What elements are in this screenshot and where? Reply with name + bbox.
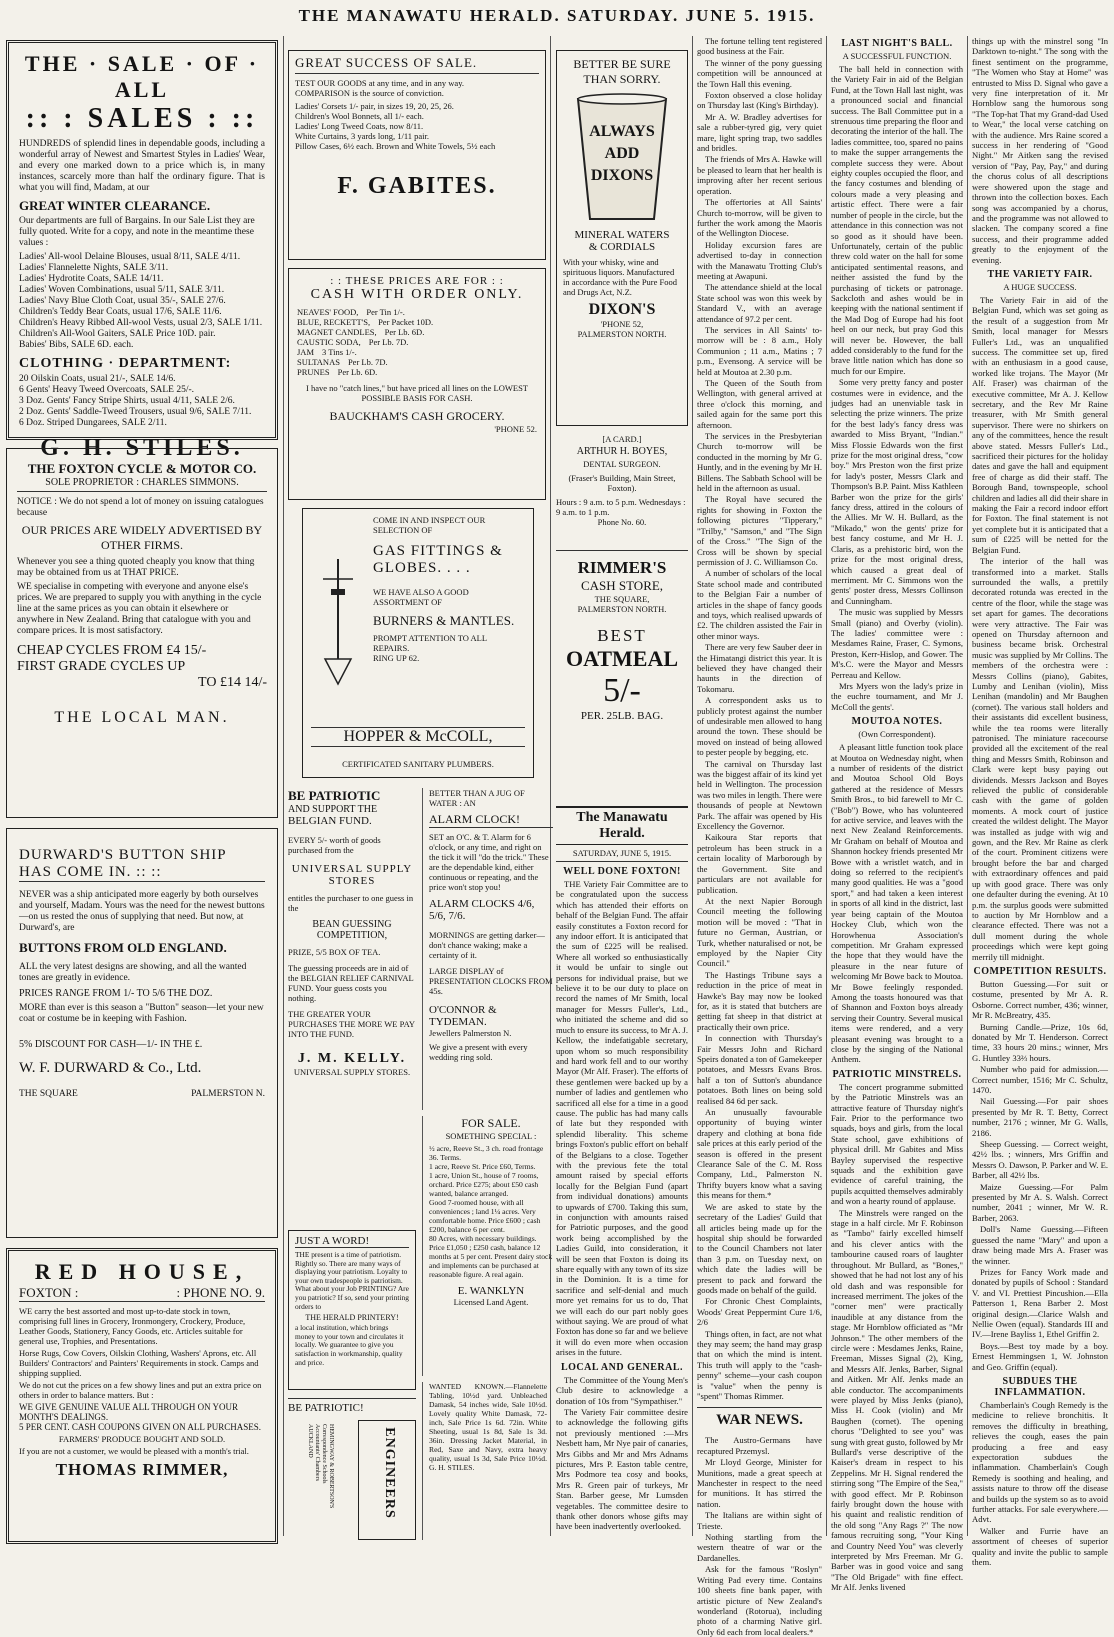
- inflam-paragraph: Chamberlain's Cough Remedy is the medicine to relieve bronchitis. It removes the difficulty in breathing, relieves the cough, eases the pain producing a free and easy expectoration subdues the inflammation. Chamberlain's Cough Remedy is soothing and healing, and assists nature to throw off the disease and builds up the system so as to avoid further attacks. For sale everywhere.—Advt.: [972, 1399, 1108, 1525]
- rimmer-place-1: THE SQUARE,: [594, 594, 650, 604]
- dixon-line-2: THAN SORRY.: [583, 72, 661, 86]
- news-paragraph: In connection with Thursday's Fair Messrs John and Richard Speirs donated a ton of Gamekeeper potatoes, and Messrs Evans Bros. half a ton of Sutton's abundance potatoes. Both lines on being sold realised 84 6d per sack.: [697, 1033, 822, 1106]
- paper-title: The Manawatu Herald.: [556, 806, 688, 845]
- alarm-line-1: BETTER THAN A JUG OF WATER : AN: [429, 788, 525, 808]
- bauckham-item: [297, 327, 537, 337]
- ball-paragraph: The music was supplied by Messrs Small (piano) and Overby (violin). The ladies' committee were : Mesdames Raine, Fraser, C. Symons, Preston, Kerr-Hislop, and Gower. The M's.C. were the Mayor and Messrs Perreau and Kellow.: [831, 607, 963, 680]
- editorial-heading: WELL DONE FOXTON!: [563, 866, 681, 877]
- stiles-intro: HUNDREDS of splendid lines in dependable goods, including a wonderful array of Newest and Smartest Styles in Ladies' Wear, and every one marked down to a price which is, in many instances, scarcely more than half the ordinary figure. That is what you will find, Madam, at our: [19, 139, 265, 193]
- comp-paragraph: Boys.—Best toy made by a boy. Ernest Hemmingsen 1, W. Johnston and Geo. Griffin (equal).: [972, 1340, 1108, 1372]
- boyes-card: [556, 434, 688, 551]
- hopper-line-1: COME IN AND INSPECT OUR: [373, 515, 486, 525]
- bauckham-item-price: 3 Tins 1/-.: [322, 347, 357, 357]
- durward-range: PRICES RANGE FROM 1/- TO 5/6 THE DOZ.: [19, 988, 213, 999]
- bauckham-line-1: : : THESE PRICES ARE FOR : :: [330, 275, 504, 287]
- kelly-universal: UNIVERSAL SUPPLY STORES: [291, 863, 413, 887]
- sale-item: 80 Acres, with necessary buildings. Price £1,050 ; £250 cash, balance 12 months at 5 per cent. Present dairy stock and implements can be purchased at reasonable figure. A real again.: [429, 1234, 553, 1279]
- ball-paragraph: The ball held in connection with the Variety Fair in aid of the Belgian Fund, at the Town Hall last night, was a pronounced social and financial success. The Ball Committee put in a strenuous time preparing the floor and decorating the interior of the hall. The ladies committee, too, spared no pains to make the supper arrangements the complete success they were. About eighty couples occupied the floor, and the fancy costumes and blending of colours made a very pleasing and artistic effect. There were a fair number of people in the circle, but the attendance in this connection was not so good as it should have been. Unfortunately, certain of the public threw cold water on the hall for some anticipated sentimental reasons, and neither assisted the fund by the purchasing of tickets or patronage. Sackcloth and ashes would be in keeping with the national sentiment if the Mad Dog of Europe had his foot heel on our neck, but pray God this will never be. However, the ball added considerably to the fund for the brave little nation which has done so much for our Empire.: [831, 64, 963, 376]
- boyes-hours: Hours : 9 a.m. to 5 p.m. Wednesdays : 9 a.m. to 1 p.m.: [556, 497, 686, 517]
- stiles-item: Ladies' Woven Combinations, usual 5/11, SALE 3/11.: [19, 285, 225, 295]
- moutoa-body: [831, 742, 963, 1065]
- alarm-clock-advert: [422, 788, 553, 1110]
- news-paragraph: An unusually favourable opportunity of buying winter drapery and clothing at bona fide sale prices at this early period of the season is offered in the present Clearance Sale of the C. M. Ross Company, Ltd., Palmerston N. Thrifty buyers know what a saving this means for them.*: [697, 1107, 822, 1201]
- bauckham-item-name: JAM: [297, 347, 315, 357]
- news-paragraph: For Chronic Chest Complaints, Woods' Great Peppermint Cure 1/6, 2/6: [697, 1296, 822, 1328]
- red-house-foxton: FOXTON :: [19, 1285, 79, 1300]
- sale-item: ½ acre, Reeve St., 3 ch. road frontage 36. Terms.: [429, 1144, 544, 1162]
- news-paragraph: Mr A. W. Bradley advertises for sale a rubber-tyred gig, very quiet mare, light spring trap, two saddles and bridles.: [697, 111, 822, 154]
- cycle-cheap: CHEAP CYCLES FROM £4 15/-: [17, 643, 207, 658]
- ball-paragraph: Mrs Myers won the lady's prize in the euchre tournament, and Mr J. McColl the gents'.: [831, 680, 963, 712]
- kelly-bean: BEAN GUESSING COMPETITION,: [312, 919, 392, 941]
- news-paragraph: The fortune telling tent registered good business at the Fair.: [697, 36, 822, 57]
- comp-paragraph: Sheep Guessing. — Correct weight, 42½ lbs. ; winners, Mrs Griffin and Messrs O. Dawson, P. Parker and W. E. Barber, all 42½ lbs.: [972, 1139, 1108, 1181]
- boyes-phone: Phone No. 60.: [597, 517, 647, 527]
- hopper-subtitle: CERTIFICATED SANITARY PLUMBERS.: [342, 759, 494, 769]
- dixon-phone: 'PHONE 52,: [600, 319, 644, 329]
- war-paragraph: Nothing startling from the western theatre of war or the Dardanelles.: [697, 1532, 822, 1563]
- bauckham-line-2: CASH WITH ORDER ONLY.: [310, 287, 524, 302]
- sale-subtitle: SOMETHING SPECIAL :: [445, 1131, 537, 1141]
- red-house-farmers: FARMERS' PRODUCE BOUGHT AND SOLD.: [58, 1434, 226, 1444]
- cycle-widely: OUR PRICES ARE WIDELY ADVERTISED BY OTHER FIRMS.: [21, 523, 263, 552]
- dixon-place: PALMERSTON NORTH.: [577, 329, 667, 339]
- just-a-word-body: THE present is a time of patriotism. Rightly so. There are many ways of displaying your patriotism. Loyalty to your own tradespeople is patriotism. What about your Job PRINTING? Are you patriotic? If so, send your printing orders to: [295, 1250, 409, 1311]
- just-a-word-herald: THE HERALD PRINTERY!: [305, 1313, 399, 1323]
- bauckham-item-name: MAGNET CANDLES,: [297, 327, 377, 337]
- gas-lamp-icon: [313, 559, 363, 689]
- news-paragraph: The services in All Saints' to-morrow will be : 8 a.m., Holy Communion ; 11 a.m., Matins ; 7 p.m., Evensong. A service will be held at Moutoa at 2.30 p.m.: [697, 324, 822, 377]
- glass-word: ALWAYS: [589, 123, 655, 140]
- bauckham-item-name: BLUE, RECKETT'S,: [297, 317, 371, 327]
- comp-paragraph: Number who paid for admission.—Correct number, 1516; Mr C. Schultz, 1470.: [972, 1064, 1108, 1095]
- bauckham-item-price: Per Tin 1/-.: [366, 307, 405, 317]
- rimmer-title: RIMMER'S: [577, 558, 667, 577]
- competition-heading: COMPETITION RESULTS.: [973, 965, 1107, 977]
- gabites-item: White Curtains, 3 yards long, 1/11 pair.: [295, 131, 430, 141]
- moutoa-paragraph: A pleasant little function took place at Moutoa on Wednesday night, when a number of residents of the district and Moutoa School Old Boys gathered at the residence of Messrs Smith Bros., to bid farewell to Mr C. ("Bob") Bowe, who has volunteered for active service, and leaves with the next New Zealand Reinforcements. Mr Graham on behalf of Moutoa and Shannon hockey friends presented Mr Bowe with a wristlet watch, and in doing so referred to the recipient's many good qualities. He was a "good sport," and had taken a keen interest in sports of all kind in the district, last year being captain of the Moutoa Hockey Club, which won the Horowhenua Association's competition. Mr Graham expressed the hope that they would have the pleasure in the near future of welcoming Mr Bowe back to Moutoa. Mr Bowe feelingly responded. Among the toasts honoured was that of Shannon and Foxton boys already serving their Country. Several musical items were rendered, and a very pleasant evening was brought to a close by the singing of the National Anthem.: [831, 742, 963, 1065]
- boyes-card-label: [A CARD.]: [602, 434, 642, 444]
- durward-body-3: MORE than ever is this season a "Button" season—let your new coat or costume be in keeping with Fashion.: [19, 1003, 264, 1024]
- rimmer-best: BEST: [597, 626, 647, 645]
- continued-paragraph: things up with the minstrel song "In Darktown to-night." The song with the finest sentiment on the programme, "The Women who Stay at Home" was entrusted to Miss D. Signal who gave a very fine interpretation of it. Mr Hornblow sang the humorous song "The Top-hat That my Grand-dad Used to Wear," the local verse catching on with the audience. Mrs Raine scored a success in her rendering of "Good Night." Mr Aitken sang the revised version of "Pay, Pay, Pay," and during the chorus colus of all descriptions were showered upon the stage and thrown into the collection boxes. Each song was accompanied by a chorus, and the programme was not allowed to slacken. The company scored a fine success, and their programme added greatly to the enjoyment of the evening.: [972, 36, 1108, 265]
- news-paragraph: Kaikoura Star reports that petroleum has been struck in a certain locality of Marborough by the Government. Site and particulars are not available for publication.: [697, 832, 822, 895]
- news-paragraph: The services in the Presbyterian Church to-morrow will be conducted in the morning by Mr G. Huntly, and in the evening by Mr H. Billens. The Sabbath School will be held in the afternoon as usual.: [697, 431, 822, 494]
- kelly-body-3: The guessing proceeds are in aid of the BELGIAN RELIEF CARNIVAL FUND. Your guess costs you nothing.: [288, 963, 414, 1003]
- news-paragraph: The Hastings Tribune says a reduction in the price of meat in Hawke's Bay may now be looked for, as it is stated that butchers are getting fat sheep in that district at practically their own price.: [697, 969, 822, 1032]
- durward-address: [19, 1089, 265, 1100]
- boyes-name: ARTHUR H. BOYES,: [576, 446, 668, 457]
- engineers-line: Correspondence Schools: [321, 1424, 327, 1484]
- sale-item: Good 7-roomed house, with all conveniences ; land 1¼ acres. Very comfortable home. Price £600 ; cash £200, balance 6 per cent.: [429, 1198, 541, 1234]
- fair-paragraph: The interior of the hall was transformed into a market. Stalls surrounded the walls, a prettily decorated rotunda was erected in the centre of the floor, while the stage was set apart for games. The decorations were very attractive. The Fair was opened on Thursday afternoon and business became brisk. Orchestral music was supplied by Mr Collins. The members of the orchestra were : Messrs Collins (piano), Gabites, Lumby and Lenihan (violin), Miss Lenihan (mandolin) and Mr Baughen (cornet). The various stall holders and their assistants did excellent business, while the tea rooms were literally patronised. The miniature racecourse provided all the excitement of the real thing and Messrs Smith, Robinson and Clark were kept busy paying out dividends. Messrs Jackson and Boyes relieved the public of considerable cash with the game of golden moments. A mock court of justice created the wildest delight. The Mayor was installed as judge with wig and gown, and the Rev. Mr Raine as clerk of the court. Prominent citizens were brought before the bar and charged with extraordinary offences and paid up with good grace. There was only one defaulter during the evening. At 10 p.m. the surplus goods were submitted to auction by Mr Hornblow and a clearance effected. There was not a dull moment during the whole proceedings which were kept going merrily till midnight.: [972, 556, 1108, 962]
- kelly-greater: THE GREATER YOUR PURCHASES THE MORE WE PAY INTO THE FUND.: [288, 1009, 415, 1039]
- durward-discount: 5% DISCOUNT FOR CASH—1/- IN THE £.: [19, 1039, 203, 1050]
- ball-heading: LAST NIGHT'S BALL.: [841, 38, 953, 49]
- durward-firm: W. F. DURWARD & Co., Ltd.: [19, 1060, 202, 1076]
- news-paragraph: The carnival on Thursday last was the biggest affair of its kind yet held in Wellington. The procession was two miles in length. There were thousands of people at Newtown Park. The affair was opened by His Excellency the Governor.: [697, 758, 822, 832]
- boyes-subtitle: DENTAL SURGEON.: [583, 459, 661, 469]
- wanted-known: WANTED KNOWN.—Flannelette Tabling, 10½d yard. Unbleached Damask, 54 inches wide, Sale 10½d. Lovely quality White Damask, 72-inch, Sale Price 1s 6d. 72in. White Sheeting, usual 1s 8d, Sale 1s 3d. 36in. Dressing Jacket Material, in Red, Saxe and Navy, extra heavy quality, usual 1s 3d, Sale Price 10½d. G. H. STILES.: [422, 1382, 547, 1540]
- stiles-item: Ladies' Flannelette Nights, SALE 3/11.: [19, 263, 169, 273]
- durward-body: NEVER was a ship anticipated more eagerly by both ourselves and yourself, Madam. Yours was the need for the newest buttons—on us rested the onus of supplying that need. But now, at Durward's, are: [19, 890, 265, 933]
- local-paragraph: The Variety Fair committee desire to acknowledge the following gifts not previously mentioned :—Mrs Nesbett ham, Mr Nye pair of canaries, Mrs Gibbs and Mr and Mrs Adnams pictures, Mrs P. Easton table centre, Mrs Podmore tea cosy and books, Mrs R. Green pair of turkeys, Mr Stan. Barber geese, Mr Lumsden vegetables. The committee desire to thank other donors whose gifts may have been inadvertently overlooked.: [556, 1406, 688, 1532]
- gabites-title: GREAT SUCCESS OF SALE.: [295, 55, 539, 74]
- kelly-subtitle: UNIVERSAL SUPPLY STORES.: [293, 1067, 411, 1077]
- ball-subheading: A SUCCESSFUL FUNCTION.: [842, 51, 952, 61]
- ball-paragraph: Some very pretty fancy and poster costumes were in evidence, and the judges had an unenviable task in selecting the prize winners. The prize for the best lady's fancy dress was awarded to Miss Bryant, "Indian." Miss Flossie Edwards won the first prize for the most original dress, "cow boy." Mrs Preston won the first prize for lady's poster, Messrs Clark and Thompson's B.P. Paint. Miss Kathleen Barber won the prize for the girls' fancy dress, attired in the colours of the Allies. Mr W. H. Bullard, as the "Mikado," won the gents' prize for best fancy costume, and Mr H. J. Claris, as a prehistoric bird, won the prize for the most original dress, which caused a great deal of merriment. Mr C. Simmons won the gents' poster dress, Messrs Collinson and Cunningham.: [831, 377, 963, 606]
- bauckham-item-price: Per Lb. 6D.: [384, 327, 425, 337]
- stiles-head-1: THE · SALE · OF · ALL: [24, 51, 260, 102]
- war-news-body: [697, 1435, 822, 1637]
- gabites-items: [295, 101, 539, 151]
- rimmer-per: PER. 25LB. BAG.: [580, 710, 664, 722]
- cycle-subtitle: SOLE PROPRIETOR : CHARLES SIMMONS.: [17, 477, 267, 492]
- red-house-body-4: If you are not a customer, we would be pleased with a month's trial.: [19, 1446, 249, 1456]
- war-news-heading: WAR NEWS.: [697, 1407, 822, 1429]
- durward-place: PALMERSTON N.: [191, 1089, 265, 1099]
- durward-square: THE SQUARE: [19, 1089, 78, 1099]
- war-paragraph: Mr Lloyd George, Minister for Munitions, made a great speech at Manchester in respect to the need for munitions. It has stirred the nation.: [697, 1457, 822, 1509]
- gabites-item: Ladies' Long Tweed Coats, now 8/11.: [295, 121, 424, 131]
- news-paragraph: At the next Napier Borough Council meeting the following motion will be moved : "That in future no German, Austrian, or Turk, whether naturalised or not, be employed by the Napier City Council.": [697, 895, 822, 969]
- kelly-body-2: entitles the purchaser to one guess in the: [288, 893, 414, 913]
- ball-body: [831, 64, 963, 712]
- minstrels-paragraph: The Minstrels were ranged on the stage in a half circle. Mr F. Robinson as "Tambo" fairly excelled himself and his clever antics with the tambourine caused roars of laughter throughout. Mr Bullard, as "Bones," showed that he had not lost any of his old dash and was responsible for increased merriment. The jokes of the "corner men" were practically inaudible at any distance from the stage. Mr Hornblow officiated as "Mr Johnson." The other members of the circle were : Mesdames Jenks, Raine, Freeman, Misses Signal (2), King, and Messrs Alf. Jenks, Barber, Signal and Aitken. Mr Alf. Jenks made an able conductor. The accompaniments were played by Miss Jenks (piano), Miss H. Cook (violin) and Mr Baughen (cornet). The opening chorus "Delighted to see you" was sung with great gusto, followed by Mr Bullard's verse descriptive of the Kaiser's dream in respect to his Zeppelins. Mr H. Signal rendered the stirring song "The Empire of the Sea," with good effect. Mr P. Robinson fairly brought down the house with his quaint and realistic rendition of the old song "Any Rags ?" The now famous recruiting song, "Your King and Country Need You" was cleverly interpreted by Mrs Freeman. Mr G. Barber was in good voice and sang "The Old Brigade" with fine effect. Mr Alf. Jenks livened: [831, 1207, 963, 1593]
- stiles-signature: G. H. STILES.: [40, 435, 244, 461]
- bauckham-item-name: SULTANAS: [297, 357, 340, 367]
- stiles-item: Ladies' Hydrotite Coats, SALE 14/11.: [19, 274, 164, 284]
- clothing-item: 3 Doz. Gents' Fancy Stripe Shirts, usual 4/11, SALE 2/6.: [19, 396, 235, 406]
- inflammation-heading: SUBDUES THE INFLAMMATION.: [994, 1375, 1086, 1398]
- rimmer-oatmeal: OATMEAL: [565, 646, 679, 671]
- variety-fair-subheading: A HUGE SUCCESS.: [1003, 281, 1077, 292]
- cycle-body-1: Whenever you see a thing quoted cheaply you know that thing may be obtained from us at THAT PRICE.: [17, 557, 255, 578]
- red-house-phone-row: [19, 1285, 265, 1302]
- glass-icon: [574, 93, 670, 223]
- comp-paragraph: Nail Guessing.—For pair shoes presented by Mr R. T. Betty, Correct number, 2176 ; winner, Mr G. Walls, 2186.: [972, 1096, 1108, 1138]
- paper-date: SATURDAY, JUNE 5, 1915.: [556, 848, 688, 862]
- minstrels-body: [831, 1082, 963, 1593]
- red-house-phone: : PHONE NO. 9.: [176, 1285, 265, 1300]
- red-house-body-1: WE carry the best assorted and most up-to-date stock in town, comprising full lines in Grocery, Ironmongery, Crockery, Produce, Leather Goods, Stationery, Fancy Goods, etc. Articles suitable for general use, Trophies, and Presentations.: [19, 1306, 246, 1346]
- boyes-address: (Fraser's Building, Main Street, Foxton).: [568, 473, 676, 493]
- variety-fair-body: [972, 295, 1108, 962]
- stiles-item: Ladies' All-wool Delaine Blouses, usual 8/11, SALE 4/11.: [19, 252, 241, 262]
- bauckham-item: [297, 357, 537, 367]
- news-paragraph: The attendance shield at the local State school was won this week by Standard V., with an average attendance of 97.2 per cent.: [697, 282, 822, 324]
- kelly-body: EVERY 5/- worth of goods purchased from the: [288, 835, 381, 855]
- stiles-item: Children's All-Wool Gaiters, SALE Price 10D. pair.: [19, 329, 216, 339]
- bauckham-item-name: NEAVES' FOOD,: [297, 307, 359, 317]
- inflammation-body: [972, 1400, 1108, 1568]
- bauckham-item: [297, 367, 537, 377]
- local-paragraph: The Committee of the Young Men's Club desire to acknowledge a donation of 10s from "Sympathiser.": [556, 1374, 688, 1406]
- dixon-mineral: MINERAL WATERS: [574, 229, 670, 241]
- durward-title-2: HAS COME IN. :: ::: [19, 864, 265, 882]
- gabites-item: Children's Wool Bonnets, all 1/- each.: [295, 111, 424, 121]
- for-sale-advert: [422, 1116, 553, 1376]
- rimmer-subtitle: CASH STORE,: [580, 578, 664, 593]
- kelly-line-1: BE PATRIOTIC: [288, 788, 381, 803]
- alarm-subtitle: Jewellers Palmerston N.: [429, 1028, 512, 1038]
- engineers-line: AUCKLAND: [307, 1424, 313, 1458]
- sale-signature: E. WANKLYN: [457, 1285, 525, 1297]
- gabites-signature: F. GABITES.: [337, 173, 497, 199]
- local-general-heading: LOCAL AND GENERAL.: [560, 1361, 684, 1373]
- hopper-gas: GAS FITTINGS &: [373, 543, 503, 559]
- alarm-display: LARGE DISPLAY of PRESENTATION CLOCKS FROM 45s.: [429, 966, 553, 996]
- stiles-clothing-items: [19, 374, 265, 429]
- cycle-notice: NOTICE : We do not spend a lot of money on issuing catalogues because: [17, 497, 264, 518]
- engineers-heading: ENGINEERS: [382, 1427, 397, 1519]
- alarm-present: We give a present with every wedding ring sold.: [429, 1042, 528, 1062]
- news-paragraph: The Royal have secured the rights for showing in Foxton the following pictures "Tipperary," "Trilby," "Samson," and "The Sign of the Cross." "The Sign of the Cross will be shown by special permission of J. C. Williamson Co.: [697, 494, 822, 567]
- column-1: [6, 36, 278, 1546]
- red-house-advert: [6, 1248, 278, 1544]
- kelly-prize: PRIZE, 5/5 BOX OF TEA.: [288, 947, 381, 957]
- news-items: [697, 36, 822, 1401]
- stiles-departments: Our departments are full of Bargains. In our Sale List they are fully quoted. Write for a copy, and note in the meantime these values :: [19, 216, 255, 248]
- column-4: [697, 36, 822, 1637]
- gabites-line-2: COMPARISON is the source of conviction.: [295, 88, 444, 98]
- durward-advert: [6, 828, 278, 1238]
- alarm-price: ALARM CLOCKS 4/6, 5/6, 7/6.: [429, 898, 535, 922]
- news-paragraph: The Queen of the South from Wellington, with general arrived at three o'clock this morning, and sailed again for the same port this afternoon.: [697, 378, 822, 430]
- comp-paragraph: Burning Candle.—Prize, 10s 6d, donated by Mr T. Henderson. Correct time, 33 hours 20 mins.; winner, Mrs G. Huntley 33⅔ hours.: [972, 1021, 1108, 1063]
- glass-text: [574, 121, 670, 187]
- competition-body: [972, 979, 1108, 1372]
- cycle-to: TO £14 14/-: [198, 675, 267, 690]
- sale-title: FOR SALE.: [461, 1116, 521, 1130]
- news-paragraph: A correspondent asks us to publicly protest against the number of undesirable men allowed to hang around the town. These should be moved on instead of being allowed to pester people by begging, etc.: [697, 695, 822, 758]
- bauckham-item-price: Per Lb. 7D.: [368, 337, 409, 347]
- bauckham-phone: 'PHONE 52.: [494, 424, 537, 434]
- dixon-signature: DIXON'S: [588, 301, 656, 318]
- minstrels-continued: [972, 36, 1108, 265]
- hopper-mccoll-advert: [302, 508, 534, 778]
- engineers-line: HEMINGWAY & ROBERTSON'S: [328, 1424, 334, 1509]
- durward-body-2: ALL the very latest designs are showing, and all the wanted tones are greatly in evidence.: [19, 962, 247, 983]
- sale-items: [429, 1144, 553, 1279]
- column-rule: [826, 36, 827, 1536]
- engineers-lines: [288, 1420, 354, 1540]
- stiles-head-2: :: : SALES : ::: [25, 103, 259, 134]
- masthead: THE MANAWATU HERALD. SATURDAY. JUNE 5. 1915.: [298, 6, 816, 25]
- durward-title-1: DURWARD'S BUTTON SHIP: [19, 847, 227, 863]
- stiles-item: Babies' Bibs, SALE 6D. each.: [19, 340, 134, 350]
- red-house-body-3: We do not cut the prices on a few showy lines and put an extra price on others in order to balance matters. But :: [19, 1380, 262, 1400]
- cycle-body-2: WE specialise in competing with everyone and anyone else's prices. We are prepared to supply you with anything in the cycle line at the same prices as you can obtain it elsewhere or anywhere in New Zealand. Bring that catalogue with you and compare prices. It is most satisfactory.: [17, 582, 262, 636]
- war-paragraph: The Austro-Germans have recaptured Przemysl.: [697, 1435, 822, 1456]
- stiles-items: [19, 252, 265, 351]
- red-house-signature: THOMAS RIMMER,: [55, 1460, 229, 1479]
- variety-fair-heading: THE VARIETY FAIR.: [987, 268, 1093, 280]
- just-a-word-title: JUST A WORD!: [295, 1235, 409, 1248]
- just-a-word-body-2: a local institution, which brings money to your town and circulates it locally. We guarantee to give you satisfaction in workmanship, quality and price.: [295, 1323, 404, 1367]
- comp-paragraph: Prizes for Fancy Work made and donated by pupils of School : Standard V. and VI. Prettiest Pincushion.—Ella Patterson 1, Rena Barber 2. Most original design.—Clarice Walsh and Nellie Owen (equal). Standards III and IV.—Irene Bayliss 1, Ethel Griffin 2.: [972, 1266, 1108, 1340]
- durward-buttons: BUTTONS FROM OLD ENGLAND.: [19, 940, 227, 955]
- news-paragraph: The friends of Mrs A. Hawke will be pleased to learn that her health is improving after her recent serious operation.: [697, 154, 822, 196]
- cycle-title: THE FOXTON CYCLE & MOTOR CO.: [27, 461, 257, 476]
- gabites-item: Ladies' Corsets 1/- pair, in sizes 19, 20, 25, 26.: [295, 101, 454, 111]
- column-5: [831, 36, 963, 1593]
- bauckham-item-name: PRUNES: [297, 367, 330, 377]
- foxton-cycle-advert: [6, 448, 278, 818]
- bauckham-advert: [288, 268, 546, 500]
- kelly-signature: J. M. KELLY.: [297, 1051, 407, 1066]
- red-house-coupons: 5 PER CENT. CASH COUPONS GIVEN ON ALL PURCHASES.: [19, 1422, 262, 1432]
- news-paragraph: Foxton observed a close holiday on Thursday last (King's Birthday).: [697, 90, 822, 111]
- column-rule: [692, 36, 693, 1536]
- clothing-item: 2 Doz. Gents' Saddle-Tweed Trousers, usual 9/6, SALE 7/11.: [19, 407, 252, 417]
- hopper-signature: HOPPER & McCOLL,: [311, 727, 525, 747]
- kelly-line-2: AND SUPPORT THE: [288, 804, 378, 815]
- glass-word: ADD: [604, 145, 640, 162]
- dixon-advert: [556, 50, 688, 426]
- stiles-clearance: GREAT WINTER CLEARANCE.: [19, 198, 211, 213]
- clothing-item: 6 Doz. Striped Dungarees, SALE 2/11.: [19, 418, 167, 428]
- kelly-advert: [288, 788, 416, 1223]
- bauckham-item: [297, 337, 537, 347]
- stiles-item: Children's Teddy Bear Coats, usual 17/6, SALE 11/6.: [19, 307, 222, 317]
- moutoa-heading: MOUTOA NOTES.: [851, 716, 943, 728]
- hopper-also: WE HAVE ALSO A GOOD ASSORTMENT OF: [373, 587, 469, 607]
- bauckham-item-price: Per Packet 10D.: [378, 317, 434, 327]
- comp-paragraph: Doll's Name Guessing.—Fifteen guessed the name "Mary" and upon a draw being made Mrs A. Fraser was the winner.: [972, 1224, 1108, 1266]
- dixon-line-1: BETTER BE SURE: [573, 57, 671, 71]
- clothing-item: 20 Oilskin Coats, usual 21/-, SALE 14/6.: [19, 374, 176, 384]
- be-patriotic-footer: BE PATRIOTIC!: [288, 1398, 416, 1414]
- fair-paragraph: The Variety Fair in aid of the Belgian Fund, which was set going as the result of a suggestion from Mr Smith, local manager for Messrs Fuller's Ltd., was an unqualified success. The committee set up, fired with an enthusiasm in a good cause, worked like trojans. The Mayor (Mr Alf. Fraser) was chairman of the executive committee, Mr A. J. Kellow secretary, and the Rev Mr Raine treasurer, with Mr Smith general supervisor. There were no shirkers on any of the committees, hence the result above stated. Messrs Fuller's Ltd., sacrificed their pictures for the holiday dates and gave the hall and equipment free of charge as did their staff. The Borough Band, townspeople, school children and ladies all did their share in making the Fair a record indoor effort for Foxton. The final statement is not yet complete but it is anticipated that a sum of £225 will be netted for the Belgian Fund.: [972, 294, 1108, 555]
- gabites-advert: [288, 50, 546, 260]
- news-paragraph: We are asked to state by the secretary of the Ladies' Guild that all articles being made up for the hospital ship should be forwarded to the Council Chambers not later than 3 p.m. on Tuesday next, on which date the ladies will be present to pack and forward the goods made on behalf of the guild.: [697, 1201, 822, 1295]
- news-paragraph: A number of scholars of the local State school made and contributed to the Belgian Fair a number of articles in the shape of fancy goods and toys, which realised upwards of £2. The children assisted the Fair in other minor ways.: [697, 568, 822, 641]
- engineers-advert: [358, 1420, 416, 1540]
- rimmer-cash-store-advert: [556, 558, 688, 798]
- sale-item: 1 acre, Union St., house of 7 rooms, orchard. Price £275; about £50 cash wanted, balance arranged.: [429, 1171, 539, 1198]
- clothing-item: 6 Gents' Heavy Tweed Overcoats, SALE 25/-.: [19, 385, 194, 395]
- news-paragraph: Holiday excursion fares are advertised to-day in connection with the Manawatu Trotting Club's meeting at Awapuni.: [697, 239, 822, 281]
- bauckham-signature: BAUCKHAM'S CASH GROCERY.: [329, 409, 505, 423]
- cycle-local-man: THE LOCAL MAN.: [54, 709, 230, 726]
- news-paragraph: The offertories at All Saints' Church to-morrow, will be given to further the work among the Maoris of the Wellington Diocese.: [697, 197, 822, 239]
- hopper-burners: BURNERS & MANTLES.: [373, 613, 515, 628]
- bauckham-item-name: CAUSTIC SODA,: [297, 337, 361, 347]
- news-paragraph: Things often, in fact, are not what they may seem; the hand may grasp that on which the mind is intent. This truth will apply to the "cash-penny" scheme—your cash coupon is "value" when the penny is "spent" Thomas Rimmer.: [697, 1328, 822, 1401]
- bauckham-note: I have no "catch lines," but have priced all lines on the LOWEST POSSIBLE BASIS FOR CASH.: [306, 383, 528, 403]
- gabites-item: Pillow Cases, 6½ each. Brown and White Towels, 5½ each: [295, 141, 496, 151]
- comp-paragraph: Button Guessing.—For suit or costume, presented by Mr A. R. Osborne. Correct number, 436; winner, Mr R. McBreatry, 435.: [972, 978, 1108, 1021]
- cycle-first: FIRST GRADE CYCLES UP: [17, 659, 186, 674]
- just-a-word-advert: [288, 1230, 416, 1390]
- bauckham-item-price: Per Lb. 7D.: [347, 357, 388, 367]
- war-paragraph: Ask for the famous "Roslyn" Writing Pad every time. Contains 100 sheets fine bank paper, with artistic picture of New Zealand's wonderland (Rotorua), including photo of a charming Native girl. Only 6d each from local dealers.*: [697, 1564, 822, 1637]
- red-house-body-2: Horse Rugs, Cow Covers, Oilskin Clothing, Washers' Aprons, etc. All Builders' Contractors' and Painters' Requirements in stock. Camps and shipping supplied.: [19, 1348, 259, 1378]
- hopper-line-2: SELECTION OF: [373, 525, 433, 535]
- alarm-title: ALARM CLOCK!: [429, 812, 553, 828]
- dixon-cordials: & CORDIALS: [588, 241, 656, 253]
- red-house-title: RED HOUSE,: [34, 1259, 250, 1284]
- red-house-give: WE GIVE GENUINE VALUE ALL THROUGH ON YOUR MONTH'S DEALINGS.: [19, 1402, 239, 1422]
- column-2: [288, 36, 553, 1546]
- gabites-line-1: TEST OUR GOODS at any time, and in any way.: [295, 78, 465, 88]
- minstrels-heading: PATRIOTIC MINSTRELS.: [832, 1068, 962, 1080]
- comp-paragraph: Maize Guessing.—For Palm presented by Mr A. S. Walsh. Correct number, 2041 ; winner, Mr W. R. Barber, 2063.: [972, 1181, 1108, 1223]
- bauckham-item-price: Per Lb. 6D.: [337, 367, 378, 377]
- bauckham-item: [297, 347, 537, 357]
- editorial-section: [556, 806, 688, 1542]
- bauckham-item: [297, 307, 537, 317]
- glass-word: DIXONS: [590, 167, 654, 184]
- rimmer-place-2: PALMERSTON NORTH.: [577, 604, 667, 614]
- stiles-clothing: CLOTHING · DEPARTMENT:: [19, 356, 232, 371]
- engineers-line: Accountants' Chambers: [314, 1424, 320, 1481]
- inflam-paragraph: Walker and Furrie have an assortment of cheeses of superior quality and invite the public to sample them.: [972, 1525, 1108, 1568]
- hopper-ring: RING UP 62.: [373, 653, 420, 663]
- sale-subtitle-2: Licensed Land Agent.: [453, 1297, 529, 1307]
- engineers-text: [306, 1424, 334, 1544]
- bauckham-item: [297, 317, 537, 327]
- hopper-prompt: PROMPT ATTENTION TO ALL REPAIRS.: [373, 633, 487, 653]
- stiles-item: Children's Heavy Ribbed All-wool Vests, usual 2/3, SALE 1/11.: [19, 318, 263, 328]
- alarm-signature: O'CONNOR & TYDEMAN.: [429, 1004, 497, 1028]
- editorial-paragraph: THE Variety Fair Committee are to be congratulated upon the success which has attended their efforts on behalf of the Belgian Fund. The affair easily constitutes a Foxton record for any indoor effort. It is anticipated that the sum of £225 will be realised. Where all worked so enthusiastically it would be unfair to single out persons for individual praise, but we believe it to be our duty to place on record the names of Mr Smith, local manager for Messrs Fuller's, Ltd., who initiated the scheme and did so much to ensure its success, to Mr A. J. Kellow, the indefatigable secretary, upon whom so much responsibility and hard work fell and to our worthy Mayor (Mr Alf. Fraser). The efforts of these gentlemen were backed up by a number of ladies and gentlemen who sacrificed all else for a time in a good cause. The public has had many calls of late but they responded with splendid liberality. This scheme brings Foxton's public effort on behalf of the Belgians to a close. Together with the previous fete the total amount raised by special efforts locally for the Belgian Fund (apart from individual donations) amounts to upwards of £700. Taking this sum, in conjunction with amounts raised for Patriotic purposes, and the good work being accomplished by the Ladies Guild, into consideration, it will be seen that Foxton is doing its share equally with any town of its size in the Dominion. It is a time for sacrifice and self-denial and much more yet remains for us to do, That we will each do our part nobly goes without saying. We are proud of what Foxton has done so far and we believe it will do even more when occasion arises in the future.: [556, 879, 688, 1358]
- column-6: [972, 36, 1108, 1568]
- rimmer-price: 5/-: [603, 672, 641, 709]
- alarm-body: SET an O'C. & T. Alarm for 6 o'clock, or any time, and right on the tick it will "do the trick." These are the dependable kind, either continuous or repeating, and the price won't stop you!: [429, 832, 549, 892]
- alarm-body-2: MORNINGS are getting darker—don't chance waking; make a certainty of it.: [429, 930, 545, 960]
- sale-item: 1 acre, Reeve St. Price £60, Terms.: [429, 1162, 536, 1171]
- stiles-item: Ladies' Navy Blue Cloth Coat, usual 35/-, SALE 27/6.: [19, 296, 226, 306]
- news-paragraph: There are very few Sauber deer in the Himatangi district this year. It is believed they have changed their haunts in the direction of Tokomaru.: [697, 642, 822, 694]
- local-general-body: [556, 1375, 688, 1532]
- column-3: [556, 36, 688, 1546]
- column-rule: [967, 36, 968, 1536]
- editorial-body: [556, 879, 688, 1358]
- hopper-globes: GLOBES. . . .: [373, 560, 471, 576]
- column-rule: [283, 36, 284, 1536]
- dixon-body: With your whisky, wine and spirituous liquors. Manufactured in accordance with the Pure Food and Drugs Act, N.Z.: [563, 257, 678, 297]
- stiles-advert: [6, 40, 278, 461]
- moutoa-subheading: (Own Correspondent).: [858, 729, 936, 740]
- war-paragraph: The Italians are within sight of Trieste.: [697, 1510, 822, 1531]
- minstrels-paragraph: The concert programme submitted by the Patriotic Minstrels was an attractive feature of Thursday night's Fair. Prior to the performance two squads, boys and girls, from the local State school, gave exhibitions of physical drill. Mr Gabites and Miss Bayley supervised the respective squads and the exhibition gave evidence of careful training, the pupils acquitted themselves admirably and won a hearty round of applause.: [831, 1081, 963, 1207]
- kelly-line-3: BELGIAN FUND.: [288, 815, 372, 827]
- news-paragraph: The winner of the pony guessing competition will be announced at the Town Hall this evening.: [697, 57, 822, 89]
- bauckham-items: [297, 307, 537, 377]
